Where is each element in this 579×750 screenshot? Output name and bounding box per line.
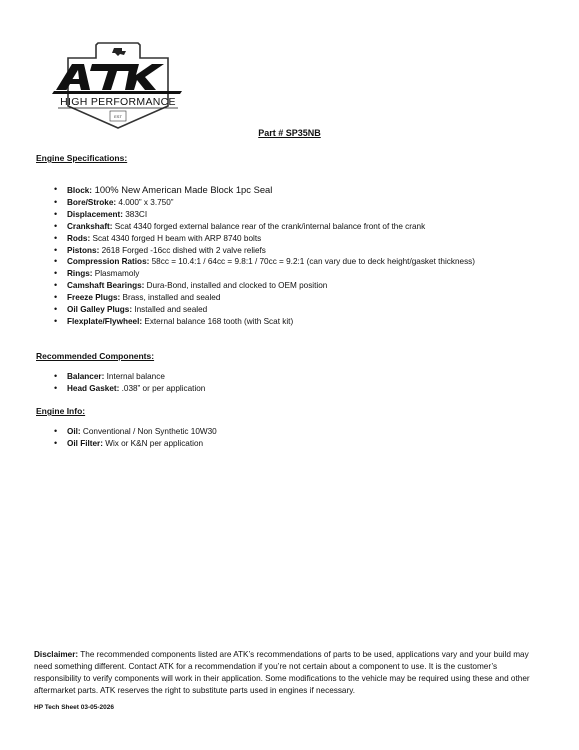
texas-icon: [112, 48, 126, 56]
spec-label: Freeze Plugs:: [67, 293, 121, 303]
logo-badge: EST: [114, 114, 122, 119]
spec-value: 58cc = 10.4:1 / 64cc = 9.8:1 / 70cc = 9.2:1 (can vary due to deck height/gasket thickness): [149, 257, 475, 267]
engine-specs-heading: Engine Specifications:: [36, 153, 128, 163]
spec-value: 383CI: [122, 209, 148, 219]
footer-doc-id: HP Tech Sheet 03-05-2026: [34, 704, 114, 711]
part-number: Part # SP35NB: [258, 128, 321, 138]
spec-value: Brass, installed and sealed: [120, 293, 221, 303]
spec-value: Wix or K&N per application: [102, 438, 204, 448]
engine-info-list: [36, 426, 217, 450]
spec-label: Bore/Stroke:: [67, 197, 117, 207]
list-item: [36, 184, 475, 197]
list-item: [36, 280, 475, 292]
spec-value: 100% New American Made Block 1pc Seal: [92, 184, 273, 195]
spec-label: Rods:: [67, 233, 91, 243]
spec-label: Crankshaft:: [67, 221, 113, 231]
spec-label: Oil Galley Plugs:: [67, 305, 133, 315]
list-item: [36, 245, 475, 257]
disclaimer-label: Disclaimer:: [34, 650, 79, 659]
engine-specs-list: [36, 184, 475, 328]
spec-value: 2618 Forged -16cc dished with 2 valve reliefs: [99, 245, 266, 255]
spec-value: Dura-Bond, installed and clocked to OEM position: [144, 281, 328, 291]
list-item: [36, 316, 475, 328]
spec-label: Pistons:: [67, 245, 100, 255]
disclaimer: [34, 649, 546, 697]
list-item: [36, 233, 475, 245]
spec-label: Head Gasket:: [67, 383, 120, 393]
list-item: [36, 426, 217, 438]
spec-value: Internal balance: [104, 372, 165, 381]
spec-value: Scat 4340 forged external balance rear of the crank/internal balance front of the crank: [112, 221, 426, 231]
list-item: [36, 383, 205, 395]
spec-label: Block:: [67, 186, 93, 195]
spec-label: Camshaft Bearings:: [67, 281, 145, 291]
list-item: [36, 438, 217, 450]
list-item: [36, 221, 475, 233]
spec-label: Balancer:: [67, 372, 105, 381]
list-item: [36, 209, 475, 221]
logo-tagline: HIGH PERFORMANCE: [60, 96, 176, 108]
spec-value: .038” or per application: [119, 383, 206, 393]
list-item: [36, 256, 475, 268]
spec-value: Scat 4340 forged H beam with ARP 8740 bolts: [90, 233, 262, 243]
spec-label: Oil Filter:: [67, 438, 103, 448]
recommended-heading: Recommended Components:: [36, 351, 155, 361]
list-item: [36, 292, 475, 304]
recommended-list: [36, 371, 205, 395]
spec-label: Flexplate/Flywheel:: [67, 316, 143, 326]
spec-label: Rings:: [67, 269, 93, 279]
spec-label: Oil:: [67, 427, 81, 436]
list-item: [36, 197, 475, 209]
spec-value: Conventional / Non Synthetic 10W30: [80, 427, 217, 436]
spec-value: Installed and sealed: [132, 305, 208, 315]
list-item: [36, 371, 205, 383]
atk-logo-graphic: [48, 40, 188, 130]
spec-label: Compression Ratios:: [67, 257, 150, 267]
list-item: [36, 304, 475, 316]
spec-value: 4.000” x 3.750”: [116, 197, 174, 207]
spec-value: Plasmamoly: [92, 269, 140, 279]
disclaimer-text: The recommended components listed are ATK’s recommendations of parts to be used, applications vary and your build may need something different. Contact ATK for a recommendation if you’re not certain about a component to use. It is the customer’s responsibility to verify components will work in their application. Some modifications to the vehicle may be required using these and other aftermarket parts. ATK reserves the right to substitute parts used in engines if necessary.: [34, 650, 530, 695]
list-item: [36, 268, 475, 280]
atk-logo: [48, 40, 188, 130]
spec-label: Displacement:: [67, 209, 123, 219]
engine-info-heading: Engine Info:: [36, 406, 86, 416]
spec-value: External balance 168 tooth (with Scat kit): [142, 316, 294, 326]
